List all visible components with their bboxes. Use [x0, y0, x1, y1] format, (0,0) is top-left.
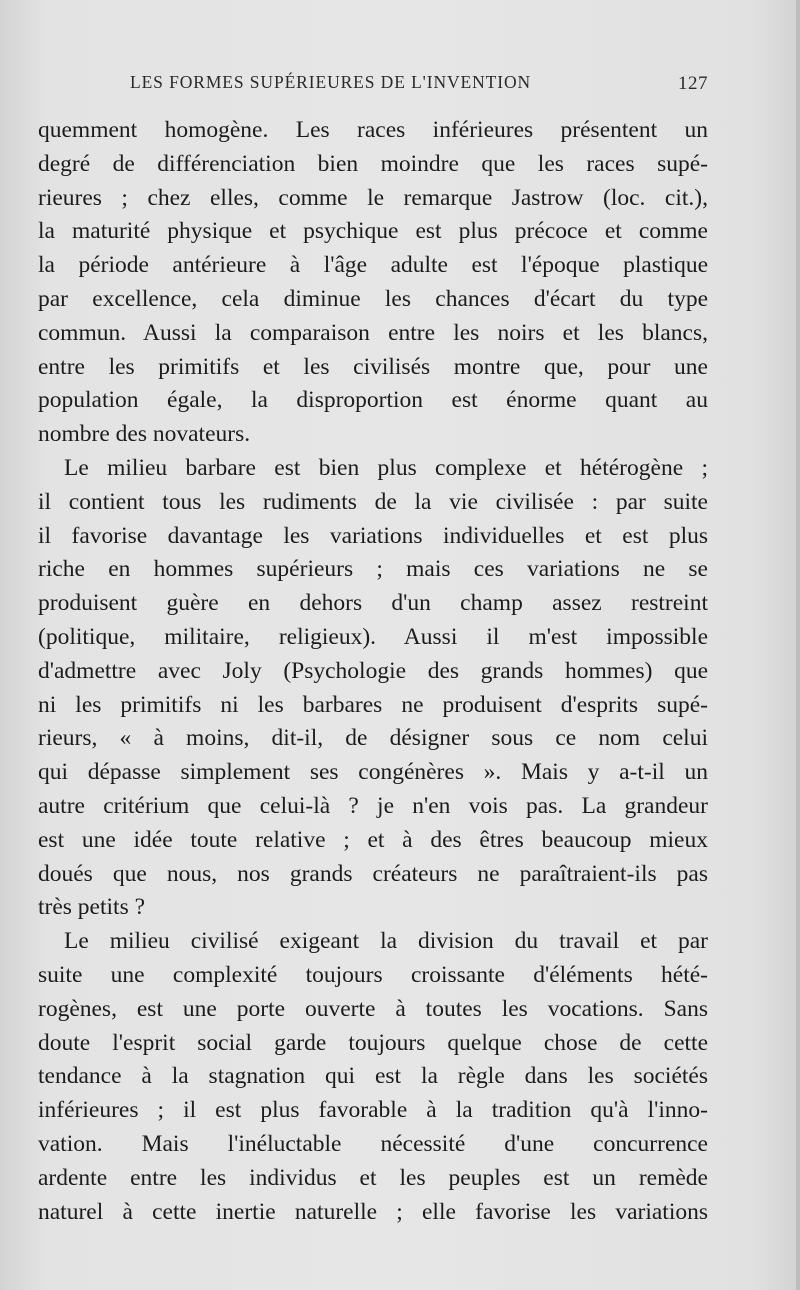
- text-line: suite une complexité toujours croissante d'éléments hété-: [38, 961, 708, 988]
- text-line: doués que nous, nos grands créateurs ne paraîtraient-ils pas: [38, 860, 708, 887]
- page-number: 127: [678, 73, 708, 94]
- text-line: degré de différenciation bien moindre que les races supé-: [38, 150, 708, 177]
- text-line: qui dépasse simplement ses congénères ». Mais y a-t-il un: [38, 759, 708, 786]
- text-line: ni les primitifs ni les barbares ne produisent d'esprits supé-: [38, 691, 708, 718]
- text-line: la période antérieure à l'âge adulte est l'époque plastique: [38, 252, 708, 279]
- text-line: inférieures ; il est plus favorable à la tradition qu'à l'inno-: [38, 1097, 708, 1124]
- text-line: produisent guère en dehors d'un champ assez restreint: [38, 590, 708, 617]
- paragraph-1: [38, 114, 708, 452]
- text-line: la maturité physique et psychique est plus précoce et comme: [38, 218, 708, 245]
- text-line: autre critérium que celui-là ? je n'en vois pas. La grandeur: [38, 792, 708, 819]
- text-line: vation. Mais l'inéluctable nécessité d'une concurrence: [38, 1130, 708, 1157]
- text-line: population égale, la disproportion est énorme quant au: [38, 387, 708, 414]
- text-line: doute l'esprit social garde toujours quelque chose de cette: [38, 1029, 708, 1056]
- page-header: [38, 72, 710, 102]
- text-line: très petits ?: [38, 894, 146, 921]
- text-line: ardente entre les individus et les peuples est un remède: [38, 1164, 708, 1191]
- text-line: il contient tous les rudiments de la vie civilisée : par suite: [38, 488, 708, 515]
- page-body: [38, 114, 708, 1229]
- text-line: naturel à cette inertie naturelle ; elle favorise les variations: [38, 1198, 708, 1225]
- text-line: par excellence, cela diminue les chances d'écart du type: [38, 285, 708, 312]
- paragraph-2: [38, 452, 708, 925]
- text-line: commun. Aussi la comparaison entre les noirs et les blancs,: [38, 319, 708, 346]
- text-line: Le milieu civilisé exigeant la division du travail et par: [64, 928, 708, 955]
- page-edge-shadow: [796, 0, 800, 1290]
- text-line: Le milieu barbare est bien plus complexe et hétérogène ;: [64, 454, 708, 481]
- text-line: rieurs, « à moins, dit-il, de désigner sous ce nom celui: [38, 725, 708, 752]
- text-line: entre les primitifs et les civilisés montre que, pour une: [38, 353, 708, 380]
- text-line: riche en hommes supérieurs ; mais ces variations ne se: [38, 556, 708, 583]
- text-line: rieures ; chez elles, comme le remarque Jastrow (loc. cit.),: [38, 184, 708, 211]
- text-line: rogènes, est une porte ouverte à toutes les vocations. Sans: [38, 995, 708, 1022]
- running-title: LES FORMES SUPÉRIEURES DE L'INVENTION: [130, 72, 532, 92]
- paragraph-3: [38, 925, 708, 1229]
- text-line: il favorise davantage les variations individuelles et est plus: [38, 522, 708, 549]
- text-line: est une idée toute relative ; et à des êtres beaucoup mieux: [38, 826, 708, 853]
- text-line: (politique, militaire, religieux). Aussi il m'est impossible: [38, 623, 708, 650]
- text-line: nombre des novateurs.: [38, 421, 251, 448]
- text-line: quemment homogène. Les races inférieures présentent un: [38, 117, 708, 143]
- text-line: tendance à la stagnation qui est la règle dans les sociétés: [38, 1063, 708, 1090]
- text-line: d'admettre avec Joly (Psychologie des grands hommes) que: [38, 657, 708, 684]
